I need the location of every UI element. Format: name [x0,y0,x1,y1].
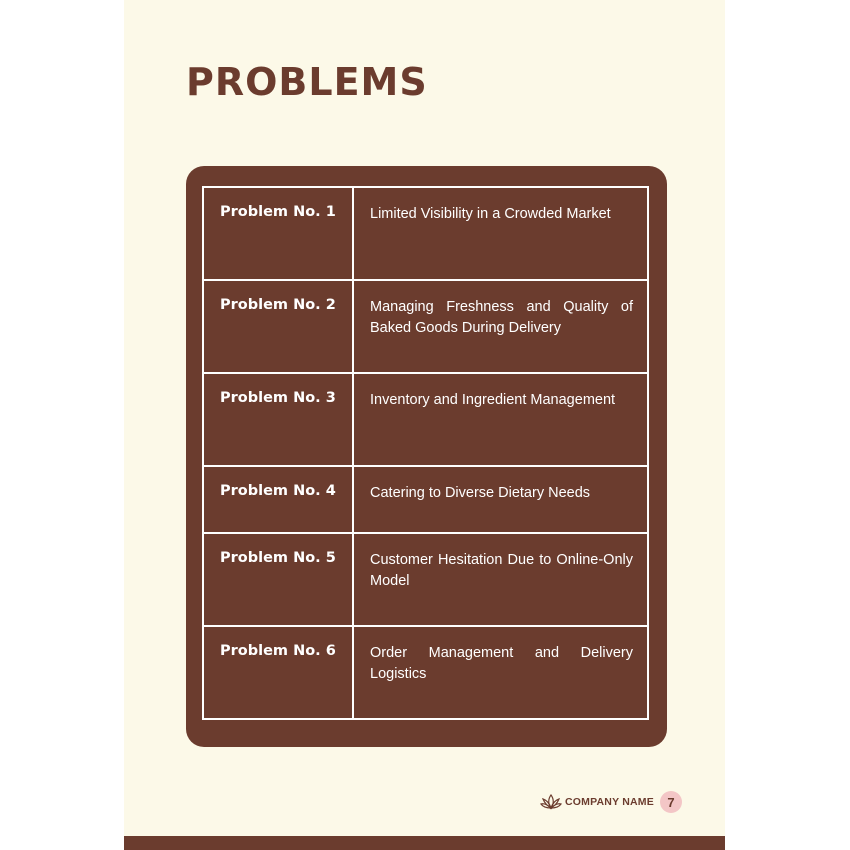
table-row [203,466,648,533]
page-number-badge: 7 [660,791,682,813]
problem-description: Inventory and Ingredient Management [353,373,648,466]
problem-label: Problem No. 2 [203,280,353,373]
bottom-bar [124,836,725,850]
page-title: PROBLEMS [186,60,428,104]
problem-description: Managing Freshness and Quality of Baked Goods During Delivery [353,280,648,373]
table-row [203,626,648,719]
problem-label: Problem No. 5 [203,533,353,626]
problem-description: Limited Visibility in a Crowded Market [353,187,648,280]
lotus-icon [540,792,562,812]
company-name: COMPANY NAME [565,796,654,808]
document-page [124,0,725,850]
table-row [203,533,648,626]
problem-label: Problem No. 1 [203,187,353,280]
problem-description: Customer Hesitation Due to Online-Only Model [353,533,648,626]
page-footer [540,790,682,814]
table-row [203,373,648,466]
problems-panel [186,166,667,747]
problem-description: Order Management and Delivery Logistics [353,626,648,719]
table-row [203,280,648,373]
problem-label: Problem No. 3 [203,373,353,466]
problem-description: Catering to Diverse Dietary Needs [353,466,648,533]
problem-label: Problem No. 6 [203,626,353,719]
table-row [203,187,648,280]
problem-label: Problem No. 4 [203,466,353,533]
problems-table [202,186,649,720]
